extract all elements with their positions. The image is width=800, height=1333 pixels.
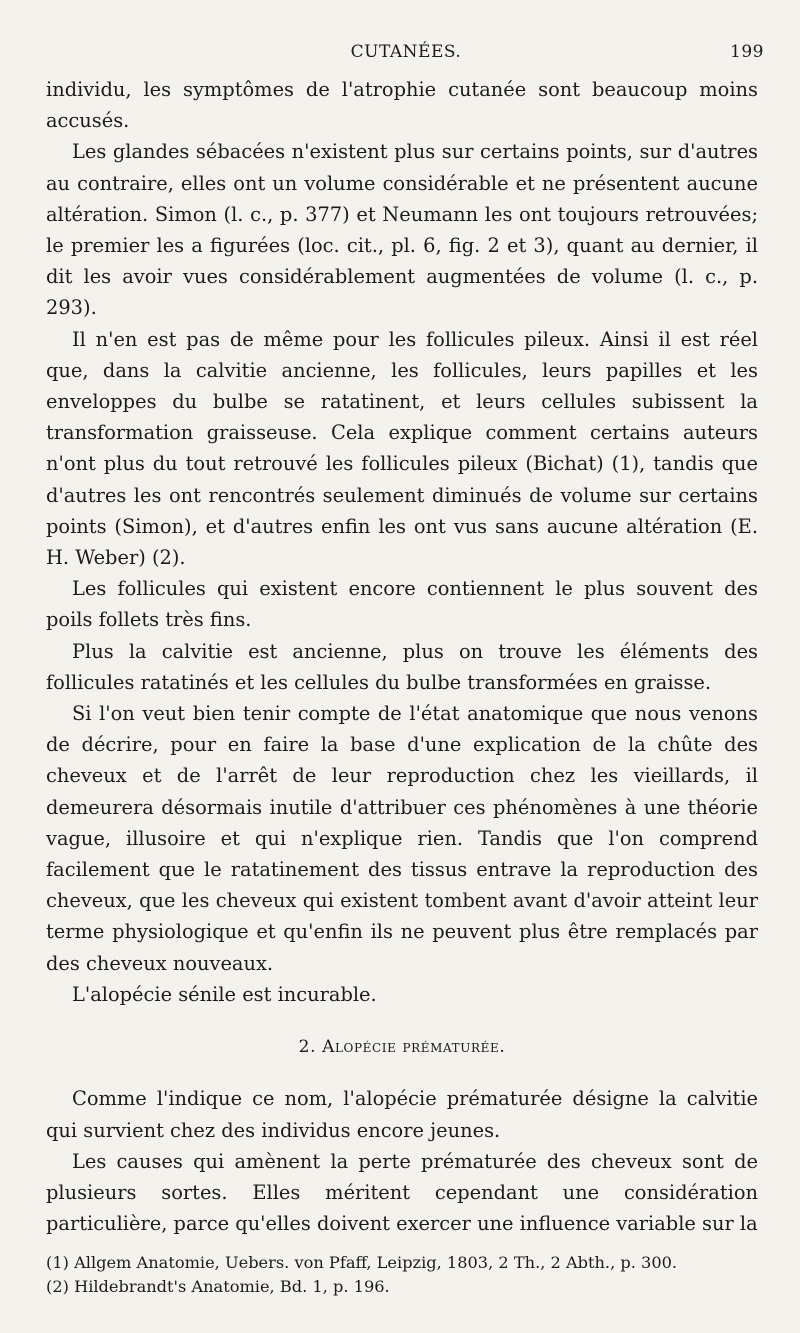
running-header [48, 38, 764, 68]
paragraph: individu, les symptômes de l'atrophie cutanée sont beaucoup moins accusés. [46, 78, 758, 133]
paragraph: Les causes qui amènent la perte prématurée des cheveux sont de plusieurs sortes. Elles méritent cependant une considération particulière, parce qu'elles doivent exercer une influence variable sur la [46, 1149, 758, 1236]
paragraph: Comme l'indique ce nom, l'alopécie prématurée désigne la calvitie qui survient chez des individus encore jeunes. [46, 1087, 758, 1142]
header-title: CUTANÉES. [350, 42, 462, 62]
footnotes [46, 1251, 758, 1299]
paragraph: L'alopécie sénile est incurable. [72, 982, 377, 1006]
body-text [46, 74, 758, 1239]
page-number: 199 [730, 42, 764, 62]
paragraph: Si l'on veut bien tenir compte de l'état anatomique que nous venons de décrire, pour en faire la base d'une explication de la chûte des cheveux et de l'arrêt de leur reproduction chez les vieillards, il demeurera désormais inutile d'attribuer ces phénomènes à une théorie vague, illusoire et qui n'explique rien. Tandis que l'on comprend facilement que le ratatinement des tissus entrave la reproduction des cheveux, que les cheveux qui existent tombent avant d'avoir atteint leur terme physiologique et qu'enfin ils ne peuvent plus être remplacés par des cheveux nouveaux. [46, 702, 758, 975]
section-number: 2. [298, 1037, 317, 1058]
footnote: (2) Hildebrandt's Anatomie, Bd. 1, p. 196. [46, 1277, 390, 1296]
paragraph: Il n'en est pas de même pour les follicules pileux. Ainsi il est réel que, dans la calvitie ancienne, les follicules, leurs papilles et les enveloppes du bulbe se ratatinent, et leurs cellules subissent la transformation graisseuse. Cela explique comment certains auteurs n'ont plus du tout retrouvé les follicules pileux (Bichat) (1), tandis que d'autres les ont rencontrés seulement diminués de volume sur certains points (Simon), et d'autres enfin les ont vus sans aucune altération (E. H. Weber) (2). [46, 327, 758, 570]
paragraph: Les glandes sébacées n'existent plus sur certains points, sur d'autres au contraire, elles ont un volume considérable et ne présentent aucune altération. Simon (l. c., p. 377) et Neumann les ont toujours retrouvées; le premier les a figurées (loc. cit., pl. 6, fig. 2 et 3), quant au dernier, il dit les avoir vues considérablement augmentées de volume (l. c., p. 293). [46, 140, 758, 320]
section-heading [46, 1032, 758, 1063]
paragraph: Les follicules qui existent encore contiennent le plus souvent des poils follets très fins. [46, 577, 758, 632]
section-title: Alopécie prématurée. [322, 1037, 506, 1058]
footnote: (1) Allgem Anatomie, Uebers. von Pfaff, Leipzig, 1803, 2 Th., 2 Abth., p. 300. [46, 1253, 678, 1272]
paragraph: Plus la calvitie est ancienne, plus on trouve les éléments des follicules ratatinés et les cellules du bulbe transformées en graisse. [46, 639, 758, 694]
